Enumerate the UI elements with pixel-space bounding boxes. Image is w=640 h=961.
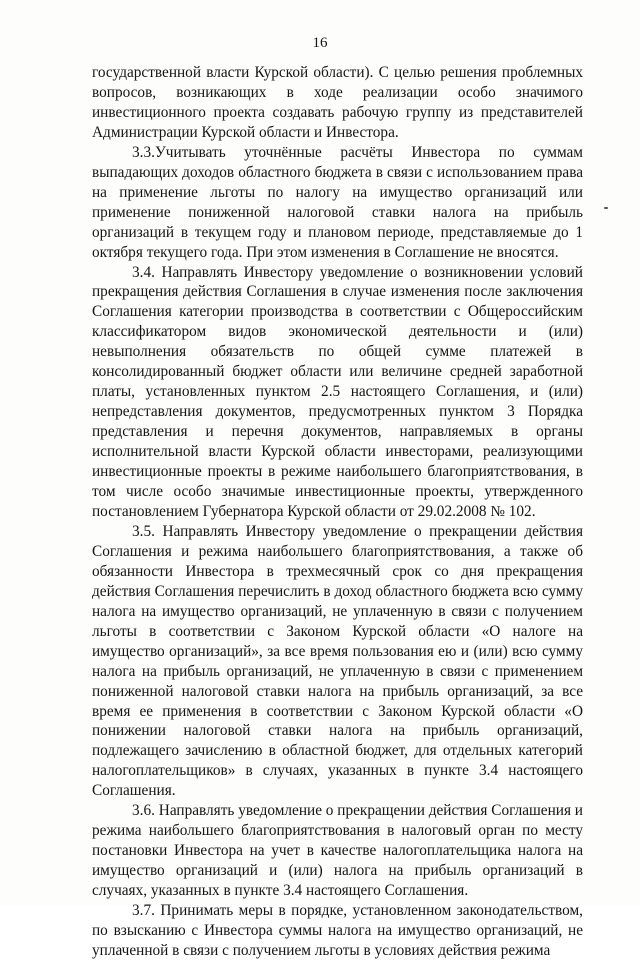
paragraph-continuation: государственной власти Курской области). С целью решения проблемных вопросов, возникающих в ходе реализации особо значимого инвестиционного проекта создавать рабочую группу из представителей Администрации Курской области и Инвестора.	[92, 64, 583, 141]
body-text	[92, 63, 583, 961]
paragraph-3-6: 3.6. Направлять уведомление о прекращении действия Соглашения и режима наибольшего благоприятствования в налоговый орган по месту постановки Инвестора на учет в качестве налогоплательщика налога на имущество организаций и (или) налога на прибыль организаций в случаях, указанных в пункте 3.4 настоящего Соглашения.	[92, 802, 583, 900]
margin-scan-mark	[604, 207, 608, 209]
paragraph-3-4: 3.4. Направлять Инвестору уведомление о возникновении условий прекращения действия Соглашения в случае изменения после заключения Соглашения категории производства в соответствии с Общероссийским классификатором видов экономической деятельности и (или) невыполнения обязательств по общей сумме платежей в консолидированный бюджет области или величине средней заработной платы, установленных пунктом 2.5 настоящего Соглашения, и (или) непредставления документов, предусмотренных пунктом 3 Порядка представления и перечня документов, направляемых в органы исполнительной власти Курской области инвесторами, реализующими инвестиционные проекты в режиме наибольшего благоприятствования, в том числе особо значимые инвестиционные проекты, утвержденного постановлением Губернатора Курской области от 29.02.2008 № 102.	[92, 263, 583, 520]
paragraph-3-5: 3.5. Направлять Инвестору уведомление о прекращении действия Соглашения и режима наибольшего благоприятствования, а также об обязанности Инвестора в трехмесячный срок со дня прекращения действия Соглашения перечислить в доход областного бюджета всю сумму налога на имущество организаций, не уплаченную в связи с получением льготы в соответствии с Законом Курской области «О налоге на имущество организаций», за все время пользования ею и (или) всю сумму налога на прибыль организаций, не уплаченную в связи с применением пониженной налоговой ставки налога на прибыль организаций, за все время ее применения в соответствии с Законом Курской области «О понижении налоговой ставки налога на прибыль организаций, подлежащего зачислению в областной бюджет, для отдельных категорий налогоплательщиков» в случаях, указанных в пункте 3.4 настоящего Соглашения.	[92, 522, 583, 800]
paragraph-3-3: 3.3.Учитывать уточнённые расчёты Инвестора по суммам выпадающих доходов областного бюджета в связи с использованием права на применение льготы по налогу на имущество организаций или применение пониженной налоговой ставки налога на прибыль организаций в текущем году и плановом периоде, представляемые до 1 октября текущего года. При этом изменения в Соглашение не вносятся.	[92, 143, 583, 261]
paragraph-3-7: 3.7. Принимать меры в порядке, установленном законодательством, по взысканию с Инвестора суммы налога на имущество организаций, не уплаченной в связи с получением льготы в условиях действия режима	[92, 902, 583, 959]
page-number: 16	[312, 35, 328, 51]
